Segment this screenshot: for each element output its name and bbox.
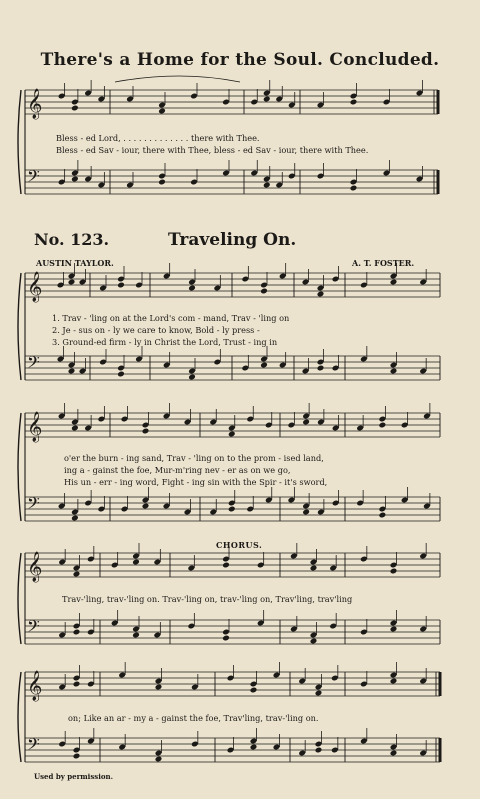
note-head [250,744,258,751]
note-head [73,571,81,578]
note-head [263,96,271,103]
treble-clef: 𝄞 [27,89,43,119]
note-head [142,428,150,435]
note-head [379,422,387,429]
note-head [222,635,230,642]
verse-line: 1. Trav - 'ling on at the Lord's com - mand, Trav - 'ling on [52,313,290,323]
note-head [390,568,398,575]
note-head [317,291,325,298]
note-head [228,431,236,438]
brace [18,672,21,762]
lyricist-credit: AUSTIN TAYLOR. [36,258,114,268]
treble-clef: 𝄞 [27,671,43,701]
treble-clef: 𝄞 [27,412,43,442]
note-head [260,362,268,369]
treble-clef: 𝄞 [27,552,43,582]
brace [18,413,21,521]
brace [18,90,21,194]
verse-line: ing a - gainst the foe, Mur-m'ring nev - er as on we go, [64,465,291,475]
verse-line: o'er the burn - ing sand, Trav - 'ling on to the prom - ised land, [64,453,324,463]
note-head [73,681,81,688]
note-head [260,288,268,295]
verse-line: 2. Je - sus on - ly we care to know, Bold - ly press - [52,325,260,335]
treble-clef: 𝄞 [27,272,43,302]
brace [18,553,21,644]
note-head [71,176,79,183]
note-head [228,506,236,513]
note-head [73,629,81,636]
note-head [132,559,140,566]
note-head [315,747,323,754]
chorus-label: CHORUS. [216,540,263,550]
note-head [390,750,398,757]
note-head [158,108,166,115]
note-head [379,512,387,519]
bass-clef: 𝄢 [27,493,40,517]
bass-clef: 𝄢 [27,166,40,190]
note-head [155,684,163,691]
chorus-line: Trav-'ling, trav-'ling on. Trav-'ling on, trav-'ling on, Trav'ling, trav'ling [62,594,353,604]
note-head [68,368,76,375]
note-head [315,690,323,697]
note-head [117,282,125,289]
slur [115,76,240,82]
note-head [390,626,398,633]
chorus-line: on; Like an ar - my a - gainst the foe, Trav'ling, trav-'ling on. [68,713,319,723]
note-head [68,279,76,286]
permission-note: Used by permission. [34,772,114,781]
note-head [310,565,318,572]
note-head [302,509,310,516]
note-head [250,687,258,694]
note-head [390,368,398,375]
note-head [310,638,318,645]
note-head [350,99,358,106]
bass-clef: 𝄢 [27,616,40,640]
lyric-line: Bless - ed Sav - iour, there with Thee, bless - ed Sav - iour, there with Thee. [56,145,369,155]
note-head [222,562,230,569]
bass-clef: 𝄢 [27,352,40,376]
verse-line: 3. Ground-ed firm - ly in Christ the Lord, Trust - ing in [52,337,278,347]
note-head [71,515,79,522]
note-head [71,105,79,112]
note-head [117,371,125,378]
note-head [73,753,81,760]
note-head [350,185,358,192]
note-head [188,374,196,381]
page-title: There's a Home for the Soul. Concluded. [40,50,440,70]
note-head [317,365,325,372]
hymn-number: No. 123. [34,230,110,249]
composer-credit: A. T. FOSTER. [352,258,415,268]
note-head [158,179,166,186]
brace [18,273,21,380]
hymn-title: Traveling On. [168,230,297,250]
note-head [263,182,271,189]
note-head [132,632,140,639]
note-head [142,503,150,510]
note-head [390,678,398,685]
note-head [188,285,196,292]
note-head [390,279,398,286]
note-head [302,419,310,426]
verse-line: His un - err - ing word, Fight - ing sin with the Spir - it's sword, [64,477,328,487]
bass-clef: 𝄢 [27,734,40,758]
lyric-line: Bless - ed Lord, . . . . . . . . . . . . . there with Thee. [56,133,260,143]
note-head [155,756,163,763]
note-head [71,425,79,432]
